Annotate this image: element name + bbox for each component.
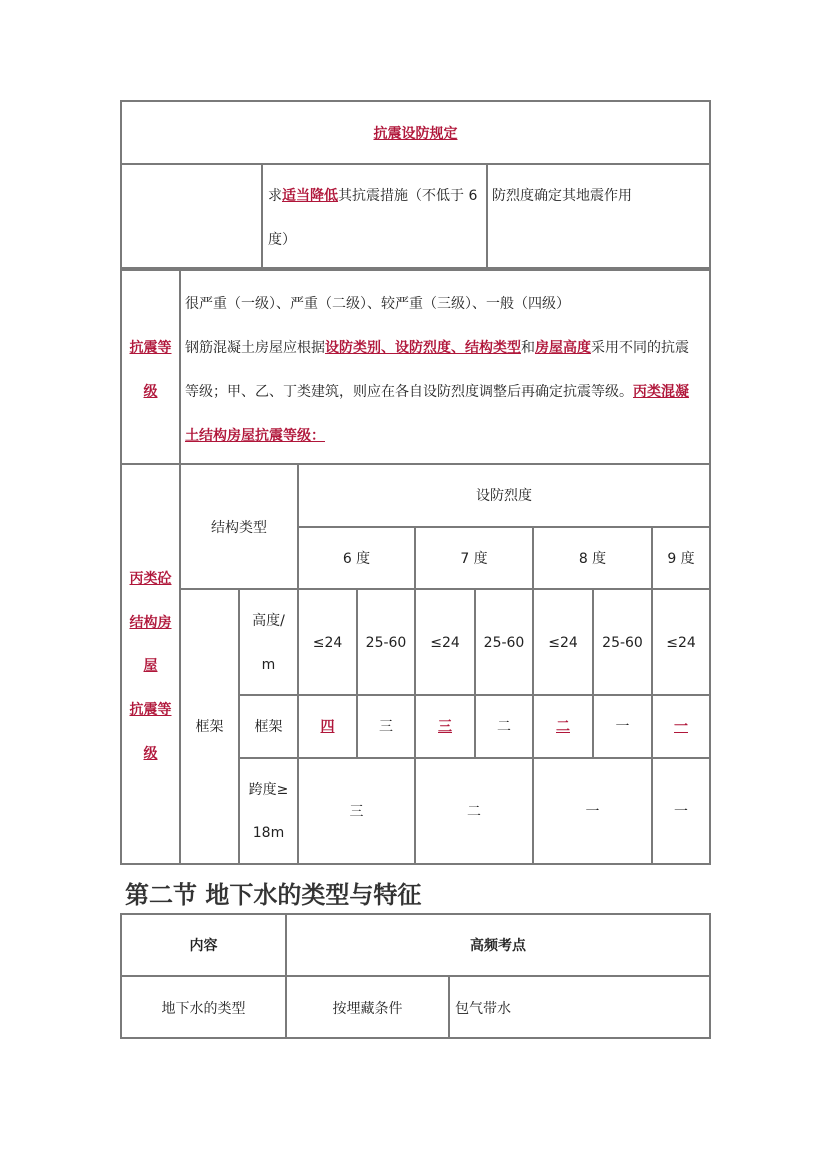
- span-label-1: 跨度≥: [248, 782, 289, 798]
- height-cell: ≤24: [666, 635, 696, 651]
- span-grade-cell: 一: [585, 804, 600, 820]
- header-high-freq: 高频考点: [470, 938, 526, 954]
- frame-grade-cell: 四: [320, 719, 335, 735]
- frame-grade-cell: 一: [674, 719, 688, 735]
- degree-9: 9 度: [667, 551, 695, 567]
- side-label-5: 级: [143, 746, 158, 762]
- row-burial-condition: 按埋藏条件: [332, 1001, 403, 1017]
- side-label-3: 屋: [143, 658, 158, 674]
- span-grade-cell: 三: [349, 804, 364, 820]
- header-content: 内容: [189, 938, 218, 954]
- degree-6: 6 度: [342, 551, 371, 567]
- grade-label-2: 级: [143, 384, 158, 400]
- side-label-1: 丙类砼: [129, 571, 172, 587]
- height-label-1: 高度/: [252, 613, 285, 629]
- height-label-2: m: [261, 657, 276, 673]
- span-grade-cell: 一: [674, 804, 688, 820]
- side-label-4: 抗震等: [129, 702, 172, 718]
- grade-label-1: 抗震等: [129, 340, 172, 356]
- height-cell: 25-60: [365, 635, 407, 651]
- span-label-2: 18m: [252, 825, 285, 841]
- height-cell: 25-60: [483, 635, 525, 651]
- row2-col2-line1: 求适当降低其抗震措施（不低于 6: [268, 188, 478, 204]
- frame-grade-cell: 二: [556, 719, 570, 735]
- grade-desc-line4: 土结构房屋抗震等级：: [185, 428, 325, 444]
- degree-7: 7 度: [460, 551, 488, 567]
- frame-label: 框架: [195, 719, 224, 735]
- header-struct-type: 结构类型: [211, 520, 267, 536]
- frame-grade-cell: 一: [615, 719, 630, 735]
- row2-col3: 防烈度确定其地震作用: [492, 188, 632, 204]
- header-intensity: 设防烈度: [476, 488, 532, 504]
- section-heading: 第二节 地下水的类型与特征: [125, 881, 422, 909]
- degree-8: 8 度: [578, 551, 607, 567]
- height-cell: ≤24: [430, 635, 460, 651]
- frame-grade-cell: 三: [379, 719, 393, 735]
- row-vadose-water: 包气带水: [455, 1001, 511, 1017]
- table-title: 抗震设防规定: [373, 126, 458, 142]
- height-cell: ≤24: [548, 635, 578, 651]
- grade-desc-line2: 钢筋混凝土房屋应根据设防类别、设防烈度、结构类型和房屋高度采用不同的抗震: [185, 340, 689, 356]
- grade-desc-line1: 很严重（一级）、严重（二级）、较严重（三级）、一般（四级）: [185, 296, 570, 312]
- row-groundwater-type: 地下水的类型: [161, 1001, 246, 1017]
- height-cell: 25-60: [602, 635, 643, 651]
- span-grade-cell: 二: [467, 804, 481, 820]
- side-label-2: 结构房: [129, 615, 172, 631]
- frame-row-label: 框架: [254, 719, 283, 735]
- grade-desc-line3: 等级；甲、乙、丁类建筑，则应在各自设防烈度调整后再确定抗震等级。丙类混凝: [185, 384, 689, 400]
- frame-grade-cell: 三: [438, 719, 452, 735]
- frame-grade-cell: 二: [497, 719, 511, 735]
- height-cell: ≤24: [312, 635, 343, 651]
- row2-col2-line2: 度）: [268, 232, 296, 248]
